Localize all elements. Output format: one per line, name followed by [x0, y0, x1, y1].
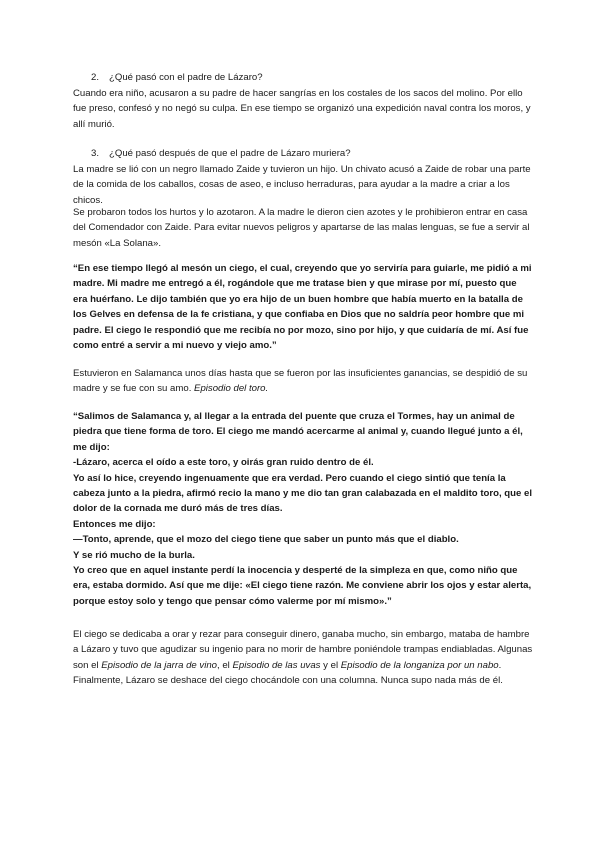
final-text-1: El ciego se dedicaba a orar y rezar para conseguir dinero, ganaba mucho, sin embargo, mataba de hambre a Lázaro y tuvo que agudizar su ingenio para no morir de hambre poniéndole trampas endiabladas. Algunas son el — [73, 629, 533, 671]
answer-3-paragraph-1: La madre se lió con un negro llamado Zaide y tuvieron un hijo. Un chivato acusó a Zaide de robar una parte de la comida de los caballos, cosas de aseo, e incluso herraduras, para ayudar a la madre a criar a los chicos. — [73, 164, 531, 206]
question-3-text: ¿Qué pasó después de que el padre de Lázaro muriera? — [109, 148, 351, 159]
answer-2: Cuando era niño, acusaron a su padre de hacer sangrías en los costales de los sacos del molino. Por ello fue preso, confesó y no negó su culpa. En ese tiempo se organizó una expedición naval contra los moros, y allí murió. — [73, 88, 531, 130]
final-text-3: y el — [320, 659, 341, 671]
final-text-4: . Finalmente, Lázaro se deshace del ciego chocándole con una columna. Nunca supo nada más de él. — [73, 659, 503, 687]
question-3 — [91, 146, 351, 161]
salamanca-paragraph — [73, 366, 533, 397]
quote-bull-p1: “Salimos de Salamanca y, al llegar a la entrada del puente que cruza el Tormes, hay un animal de piedra que tiene forma de toro. El ciego me mandó acercarme al animal y, cuando llegué junto a él, me dijo: — [73, 411, 523, 453]
quote-bull-p4: Entonces me dijo: — [73, 518, 156, 530]
quote-bull-p5: —Tonto, aprende, que el mozo del ciego tiene que saber un punto más que el diablo. — [73, 534, 459, 546]
episode-sausage: Episodio de la longaniza por un nabo — [340, 659, 499, 671]
final-text-2: , el — [217, 659, 233, 671]
quote-bull-episode — [73, 409, 533, 609]
question-2 — [91, 70, 263, 85]
answer-3-paragraph-2: Se probaron todos los hurtos y lo azotaron. A la madre le dieron cien azotes y le prohibieron entrar en casa del Comendador con Zaide. Para evitar nuevos peligros y apartarse de las malas lenguas, se fue a servir al mesón «La Solana». — [73, 207, 530, 249]
episode-wine-jar: Episodio de la jarra de vino — [101, 659, 218, 671]
question-2-text: ¿Qué pasó con el padre de Lázaro? — [109, 72, 263, 83]
quote-bull-p6: Y se rió mucho de la burla. — [73, 549, 195, 561]
episode-grapes: Episodio de las uvas — [232, 659, 321, 671]
question-2-number: 2. — [91, 72, 100, 83]
quote-bull-p2: -Lázaro, acerca el oído a este toro, y oirás gran ruido dentro de él. — [73, 457, 374, 469]
episode-bull-label: Episodio del toro. — [194, 383, 269, 395]
quote-bull-p7: Yo creo que en aquel instante perdí la inocencia y desperté de la simpleza en que, como niño que era, estaba dormido. Así que me dije: «El ciego tiene razón. Me conviene abrir los ojos y estar alerta, porque estoy solo y tengo que pensar cómo valerme por mí mismo».” — [73, 565, 532, 607]
final-paragraph — [73, 627, 533, 689]
quote-bull-p3: Yo así lo hice, creyendo ingenuamente que era verdad. Pero cuando el ciego sintió que tenía la cabeza junto a la piedra, afirmó recio la mano y me dio tan gran calabazada en el maldito toro, que el dolor de la cornada me duró más de tres días. — [73, 472, 533, 515]
question-3-number: 3. — [91, 148, 100, 159]
quote-blind-man: “En ese tiempo llegó al mesón un ciego, el cual, creyendo que yo serviría para guiarle, me pidió a mi madre. Mi madre me entregó a él, rogándole que me tratase bien y que mirase por mí, puesto que era huérfano. Le dijo también que yo era hijo de un buen hombre que había muerto en la batalla de los Gelves en defensa de la fe cristiana, y que confiaba en Dios que no saldría peor hombre que mi padre. El ciego le respondió que me recibía no por mozo, sino por hijo, y que cuidaría de mí. Así fue como entré a servir a mi nuevo y viejo amo.” — [73, 263, 532, 352]
salamanca-text: Estuvieron en Salamanca unos días hasta que se fueron por las insuficientes ganancias, se despidió de su madre y se fue con su amo. — [73, 368, 528, 395]
